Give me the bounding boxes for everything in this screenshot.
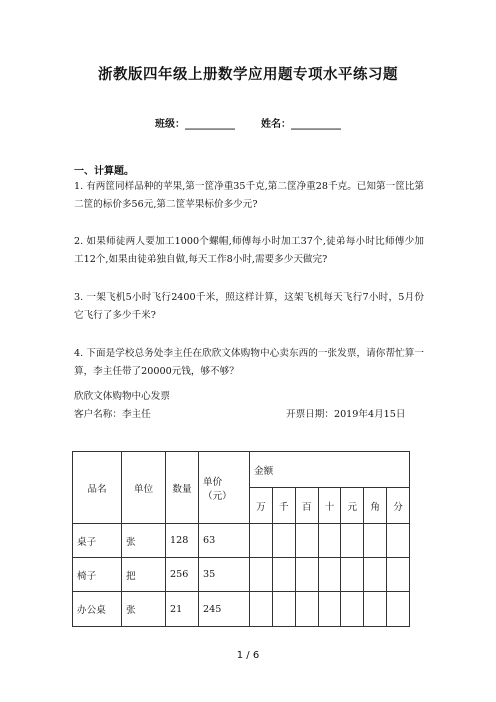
header-qty: 数量 bbox=[166, 452, 199, 524]
table-row bbox=[73, 592, 410, 627]
question-2: 2. 如果师徒两人要加工1000个螺帽,师傅每小时加工37个,徒弟每小时比师傅少加工12个,如果由徒弟独自做,每天工作8小时,需要多少天做完? bbox=[74, 236, 424, 265]
name-blank: __________ bbox=[291, 119, 341, 130]
row-price: 245 bbox=[199, 592, 250, 627]
section-heading: 一、计算题。 bbox=[74, 166, 134, 177]
amount-cell[interactable] bbox=[387, 524, 410, 558]
invoice-date: 开票日期：2019年4月15日 bbox=[286, 409, 406, 420]
class-label: 班级： bbox=[155, 119, 185, 130]
row-price: 35 bbox=[199, 558, 250, 592]
amount-cell[interactable] bbox=[250, 558, 273, 592]
digit-jiao: 角 bbox=[364, 488, 387, 524]
row-unit: 张 bbox=[122, 592, 166, 627]
amount-cell[interactable] bbox=[272, 558, 295, 592]
amount-cell[interactable] bbox=[295, 558, 318, 592]
row-name: 办公桌 bbox=[73, 592, 122, 627]
row-price: 63 bbox=[199, 524, 250, 558]
amount-cell[interactable] bbox=[318, 558, 341, 592]
invoice-table bbox=[72, 451, 410, 627]
row-unit: 把 bbox=[122, 558, 166, 592]
amount-cell[interactable] bbox=[272, 524, 295, 558]
table-row bbox=[73, 558, 410, 592]
digit-yuan: 元 bbox=[341, 488, 364, 524]
amount-cell[interactable] bbox=[387, 592, 410, 627]
header-price bbox=[199, 452, 250, 524]
digit-qian: 千 bbox=[272, 488, 295, 524]
amount-cell[interactable] bbox=[318, 592, 341, 627]
amount-cell[interactable] bbox=[341, 558, 364, 592]
row-qty: 21 bbox=[166, 592, 199, 627]
question-1: 1. 有两筐同样品种的苹果,第一筐净重35千克,第二筐净重28千克。已知第一筐比第二筐的标价多56元,第二筐苹果标价多少元? bbox=[74, 181, 424, 210]
invoice-store: 欣欣文体购物中心发票 bbox=[74, 391, 170, 402]
row-unit: 张 bbox=[122, 524, 166, 558]
amount-cell[interactable] bbox=[364, 558, 387, 592]
header-unit: 单位 bbox=[122, 452, 166, 524]
digit-fen: 分 bbox=[387, 488, 410, 524]
amount-cell[interactable] bbox=[250, 524, 273, 558]
student-info bbox=[0, 115, 496, 130]
question-3: 3. 一架飞机5小时飞行2400千米，照这样计算，这架飞机每天飞行7小时，5月份它飞行了多少千米? bbox=[74, 292, 424, 321]
name-label: 姓名： bbox=[261, 119, 291, 130]
amount-cell[interactable] bbox=[250, 592, 273, 627]
amount-cell[interactable] bbox=[295, 524, 318, 558]
amount-cell[interactable] bbox=[364, 524, 387, 558]
amount-cell[interactable] bbox=[272, 592, 295, 627]
digit-wan: 万 bbox=[250, 488, 273, 524]
amount-cell[interactable] bbox=[318, 524, 341, 558]
page-title: 浙教版四年级上册数学应用题专项水平练习题 bbox=[98, 67, 398, 83]
invoice-customer: 客户名称：李主任 bbox=[74, 409, 151, 420]
amount-cell[interactable] bbox=[364, 592, 387, 627]
header-price-line2: （元） bbox=[203, 490, 232, 502]
amount-cell[interactable] bbox=[341, 592, 364, 627]
row-qty: 128 bbox=[166, 524, 199, 558]
question-4: 4. 下面是学校总务处李主任在欣欣文体购物中心卖东西的一张发票，请你帮忙算一算，李主任带了20000元钱，够不够？ bbox=[74, 348, 424, 377]
digit-bai: 百 bbox=[295, 488, 318, 524]
class-blank: __________ bbox=[185, 119, 235, 130]
digit-shi: 十 bbox=[318, 488, 341, 524]
row-qty: 256 bbox=[166, 558, 199, 592]
header-name: 品名 bbox=[73, 452, 122, 524]
amount-cell[interactable] bbox=[387, 558, 410, 592]
amount-cell[interactable] bbox=[295, 592, 318, 627]
amount-cell[interactable] bbox=[341, 524, 364, 558]
page-number: 1 / 6 bbox=[236, 650, 260, 661]
table-row bbox=[73, 524, 410, 558]
row-name: 椅子 bbox=[73, 558, 122, 592]
header-amount: 金额 bbox=[250, 452, 410, 488]
row-name: 桌子 bbox=[73, 524, 122, 558]
header-price-line1: 单价 bbox=[203, 476, 223, 488]
